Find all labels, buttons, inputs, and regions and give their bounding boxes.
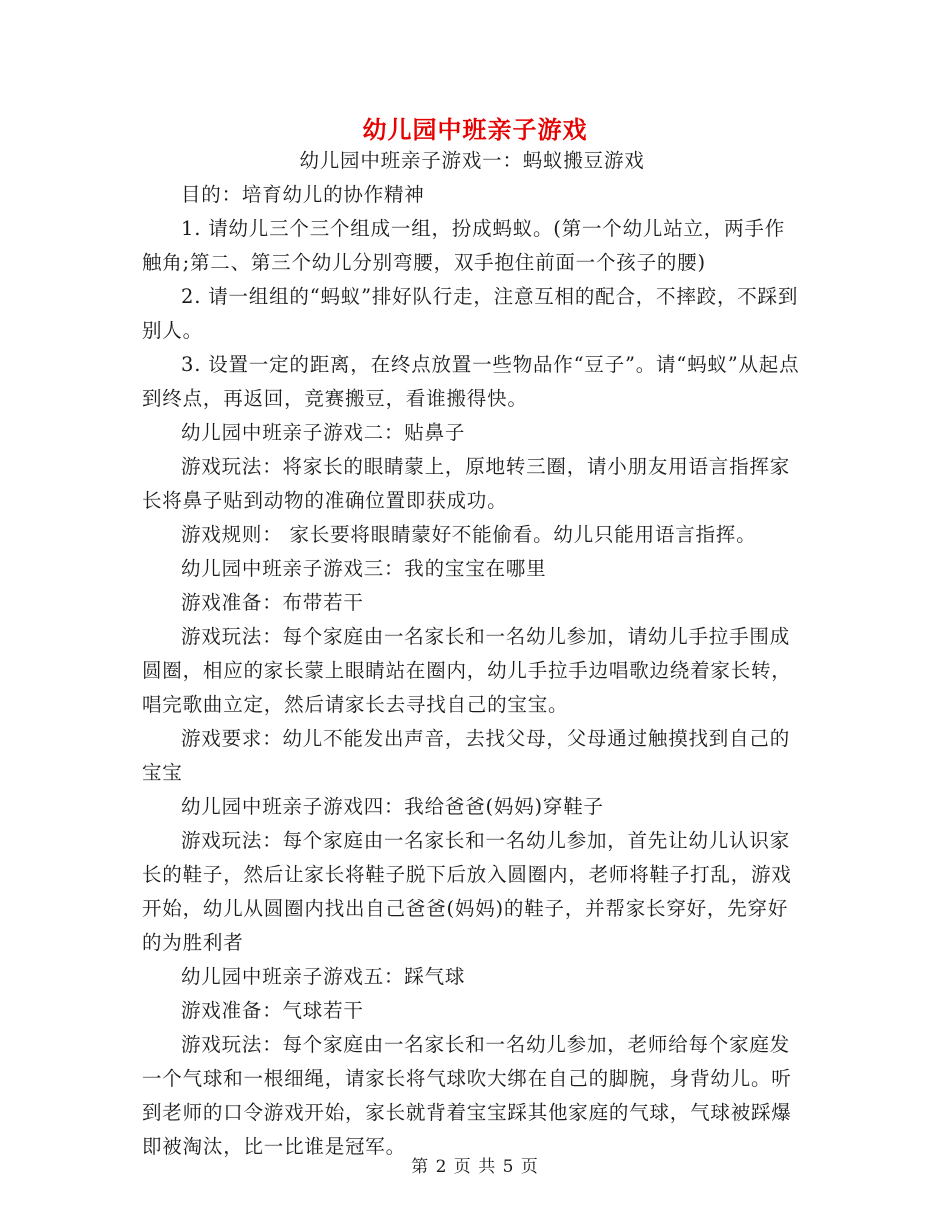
paragraph: 游戏玩法：将家长的眼睛蒙上，原地转三圈，请小朋友用语言指挥家长将鼻子贴到动物的准确位置即获成功。 xyxy=(142,455,791,512)
paragraph: 2. 请一组组的“蚂蚁”排好队行走，注意互相的配合，不摔跤，不踩到别人。 xyxy=(142,285,799,342)
paragraph: 目的：培育幼儿的协作精神 xyxy=(181,183,425,206)
paragraph: 游戏玩法：每个家庭由一名家长和一名幼儿参加，老师给每个家庭发一个气球和一根细绳，请家长将气球吹大绑在自己的脚腕，身背幼儿。听到老师的口令游戏开始，家长就背着宝宝踩其他家庭的气球，气球被踩爆即被淘汰，比一比谁是冠军。 xyxy=(142,1033,792,1158)
paragraph: 3. 设置一定的距离，在终点放置一些物品作“豆子”。请“蚂蚁”从起点到终点，再返回，竞赛搬豆，看谁搬得快。 xyxy=(142,353,800,410)
paragraph: 游戏规则： 家长要将眼睛蒙好不能偷看。幼儿只能用语言指挥。 xyxy=(181,523,757,546)
section-heading-1: 幼儿园中班亲子游戏一：蚂蚁搬豆游戏 xyxy=(299,149,645,172)
paragraph: 游戏准备：气球若干 xyxy=(181,999,364,1022)
paragraph: 游戏玩法：每个家庭由一名家长和一名幼儿参加，首先让幼儿认识家长的鞋子，然后让家长将鞋子脱下后放入圆圈内，老师将鞋子打乱，游戏开始，幼儿从圆圈内找出自己爸爸(妈妈)的鞋子，并帮家长穿好，先穿好的为胜利者 xyxy=(142,829,792,954)
section-heading-5: 幼儿园中班亲子游戏五：踩气球 xyxy=(181,965,466,988)
section-heading-3: 幼儿园中班亲子游戏三：我的宝宝在哪里 xyxy=(181,557,547,580)
section-heading-2: 幼儿园中班亲子游戏二：贴鼻子 xyxy=(181,421,466,444)
section-heading-4: 幼儿园中班亲子游戏四：我给爸爸(妈妈)穿鞋子 xyxy=(181,795,604,818)
document-title: 幼儿园中班亲子游戏 xyxy=(362,115,588,144)
paragraph: 1. 请幼儿三个三个组成一组，扮成蚂蚁。(第一个幼儿站立，两手作触角;第二、第三个幼儿分别弯腰，双手抱住前面一个孩子的腰) xyxy=(142,217,786,274)
page-number-footer: 第 2 页 共 5 页 xyxy=(411,1157,539,1177)
document-body xyxy=(142,144,802,1164)
paragraph: 游戏玩法：每个家庭由一名家长和一名幼儿参加，请幼儿手拉手围成圆圈，相应的家长蒙上眼睛站在圈内，幼儿手拉手边唱歌边绕着家长转，唱完歌曲立定，然后请家长去寻找自己的宝宝。 xyxy=(142,625,792,716)
paragraph: 游戏准备：布带若干 xyxy=(181,591,364,614)
paragraph: 游戏要求：幼儿不能发出声音，去找父母，父母通过触摸找到自己的宝宝 xyxy=(142,727,791,784)
